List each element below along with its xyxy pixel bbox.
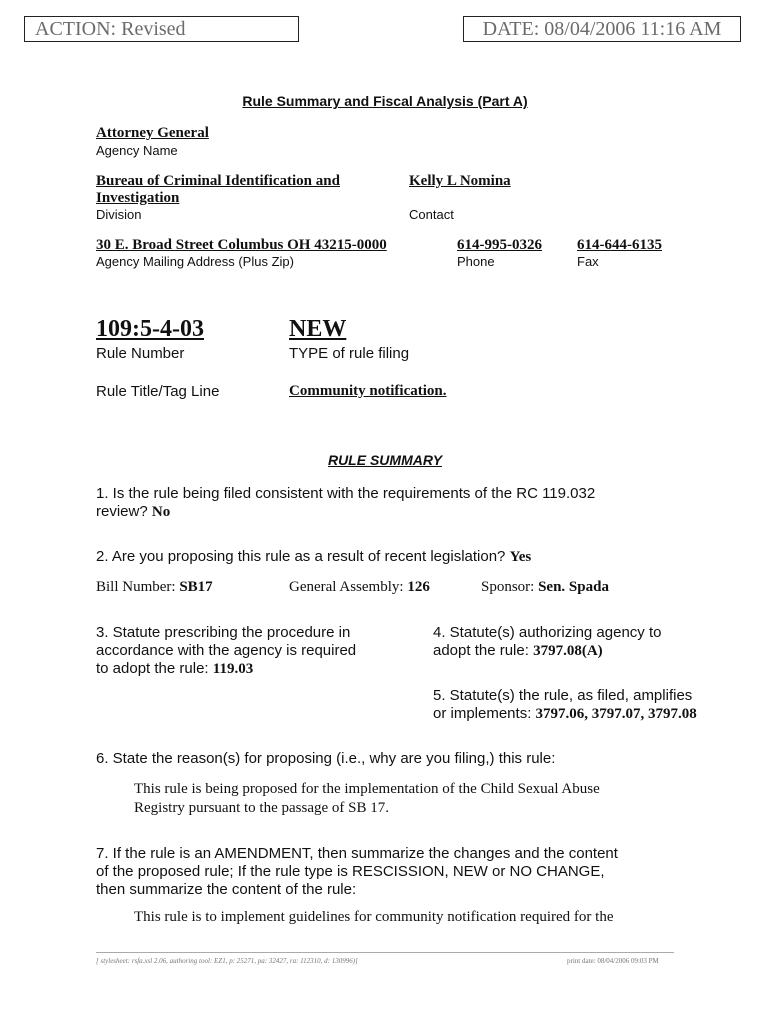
question-3-line1: 3. Statute prescribing the procedure in [96,624,351,641]
bill-number-value: SB17 [179,579,213,595]
question-1-text2: review? [96,503,148,520]
fax-value: 614-644-6135 [577,237,662,253]
question-6-text: 6. State the reason(s) for proposing (i.e., why are you filing,) this rule: [96,750,556,767]
question-5-line1: 5. Statute(s) the rule, as filed, amplifies [433,687,693,704]
question-1-line2 [96,503,595,521]
sponsor-value: Sen. Spada [538,579,609,595]
general-assembly-label: General Assembly: [289,579,404,595]
rule-title-value: Community notification. [289,383,447,399]
phone-value: 614-995-0326 [457,237,542,253]
sponsor [481,579,609,596]
division-value-line2: Investigation [96,190,180,206]
question-7-answer-line1: This rule is to implement guidelines for community notification required for the [134,909,614,925]
division-value-line1: Bureau of Criminal Identification and [96,173,340,189]
question-2-text: 2. Are you proposing this rule as a result of recent legislation? [96,548,506,565]
question-3-line2: accordance with the agency is required [96,642,357,659]
question-4-line1: 4. Statute(s) authorizing agency to [433,624,662,641]
phone-label: Phone [457,254,495,269]
action-text: ACTION: Revised [35,18,186,40]
footer-divider [96,952,674,953]
contact-label: Contact [409,207,454,222]
action-box [24,16,299,42]
question-1-line1: 1. Is the rule being filed consistent with the requirements of the RC 119.032 [96,485,596,502]
bill-number-label: Bill Number: [96,579,176,595]
question-7-line1: 7. If the rule is an AMENDMENT, then summarize the changes and the content [96,845,618,862]
fax-label: Fax [577,254,599,269]
agency-name-label: Agency Name [96,143,178,158]
question-5-text2: or implements: [433,705,532,722]
question-1-answer: No [151,504,171,520]
rule-summary-heading: RULE SUMMARY [327,452,443,468]
question-4-answer: 3797.08(A) [533,643,603,659]
question-6-answer [134,780,600,818]
question-5 [433,687,697,723]
agency-name-value: Attorney General [96,125,209,141]
question-1 [96,485,595,521]
question-3 [96,624,356,678]
filing-type-value: NEW [289,316,347,342]
sponsor-label: Sponsor: [481,579,535,595]
question-7-line2: of the proposed rule; If the rule type is RESCISSION, NEW or NO CHANGE, [96,863,605,880]
bill-number [96,579,213,596]
question-3-line3 [96,660,356,678]
footer-print-date: print date: 08/04/2006 09:03 PM [567,957,659,965]
rule-title-label: Rule Title/Tag Line [96,383,220,400]
question-7-line3: then summarize the content of the rule: [96,881,357,898]
division-label: Division [96,207,142,222]
rule-number-label: Rule Number [96,345,185,362]
question-5-answer: 3797.06, 3797.07, 3797.08 [535,706,697,722]
date-box [463,16,741,42]
question-3-answer: 119.03 [212,661,254,677]
rule-number-value: 109:5-4-03 [96,316,204,342]
footer-stylesheet-info: [ stylesheet: rsfa.xsl 2.06, authoring tool: EZ1, p: 25271, pa: 32427, ra: 112310, d: 130996)] [96,957,358,965]
question-6-answer-line1: This rule is being proposed for the implementation of the Child Sexual Abuse [134,781,600,797]
page-title: Rule Summary and Fiscal Analysis (Part A) [242,93,528,109]
question-4-text2: adopt the rule: [433,642,529,659]
question-4 [433,624,661,660]
general-assembly-value: 126 [407,579,430,595]
address-label: Agency Mailing Address (Plus Zip) [96,254,294,269]
address-value: 30 E. Broad Street Columbus OH 43215-0000 [96,237,387,253]
question-5-line2 [433,705,697,723]
question-6-answer-line2: Registry pursuant to the passage of SB 17. [134,800,389,816]
date-text: DATE: 08/04/2006 11:16 AM [482,18,722,40]
question-4-line2 [433,642,661,660]
general-assembly [289,579,430,596]
question-3-text3: to adopt the rule: [96,660,209,677]
filing-type-label: TYPE of rule filing [289,345,410,362]
question-7 [96,845,618,899]
question-2-answer: Yes [509,549,532,565]
contact-value: Kelly L Nomina [409,173,511,189]
question-2 [96,548,531,566]
